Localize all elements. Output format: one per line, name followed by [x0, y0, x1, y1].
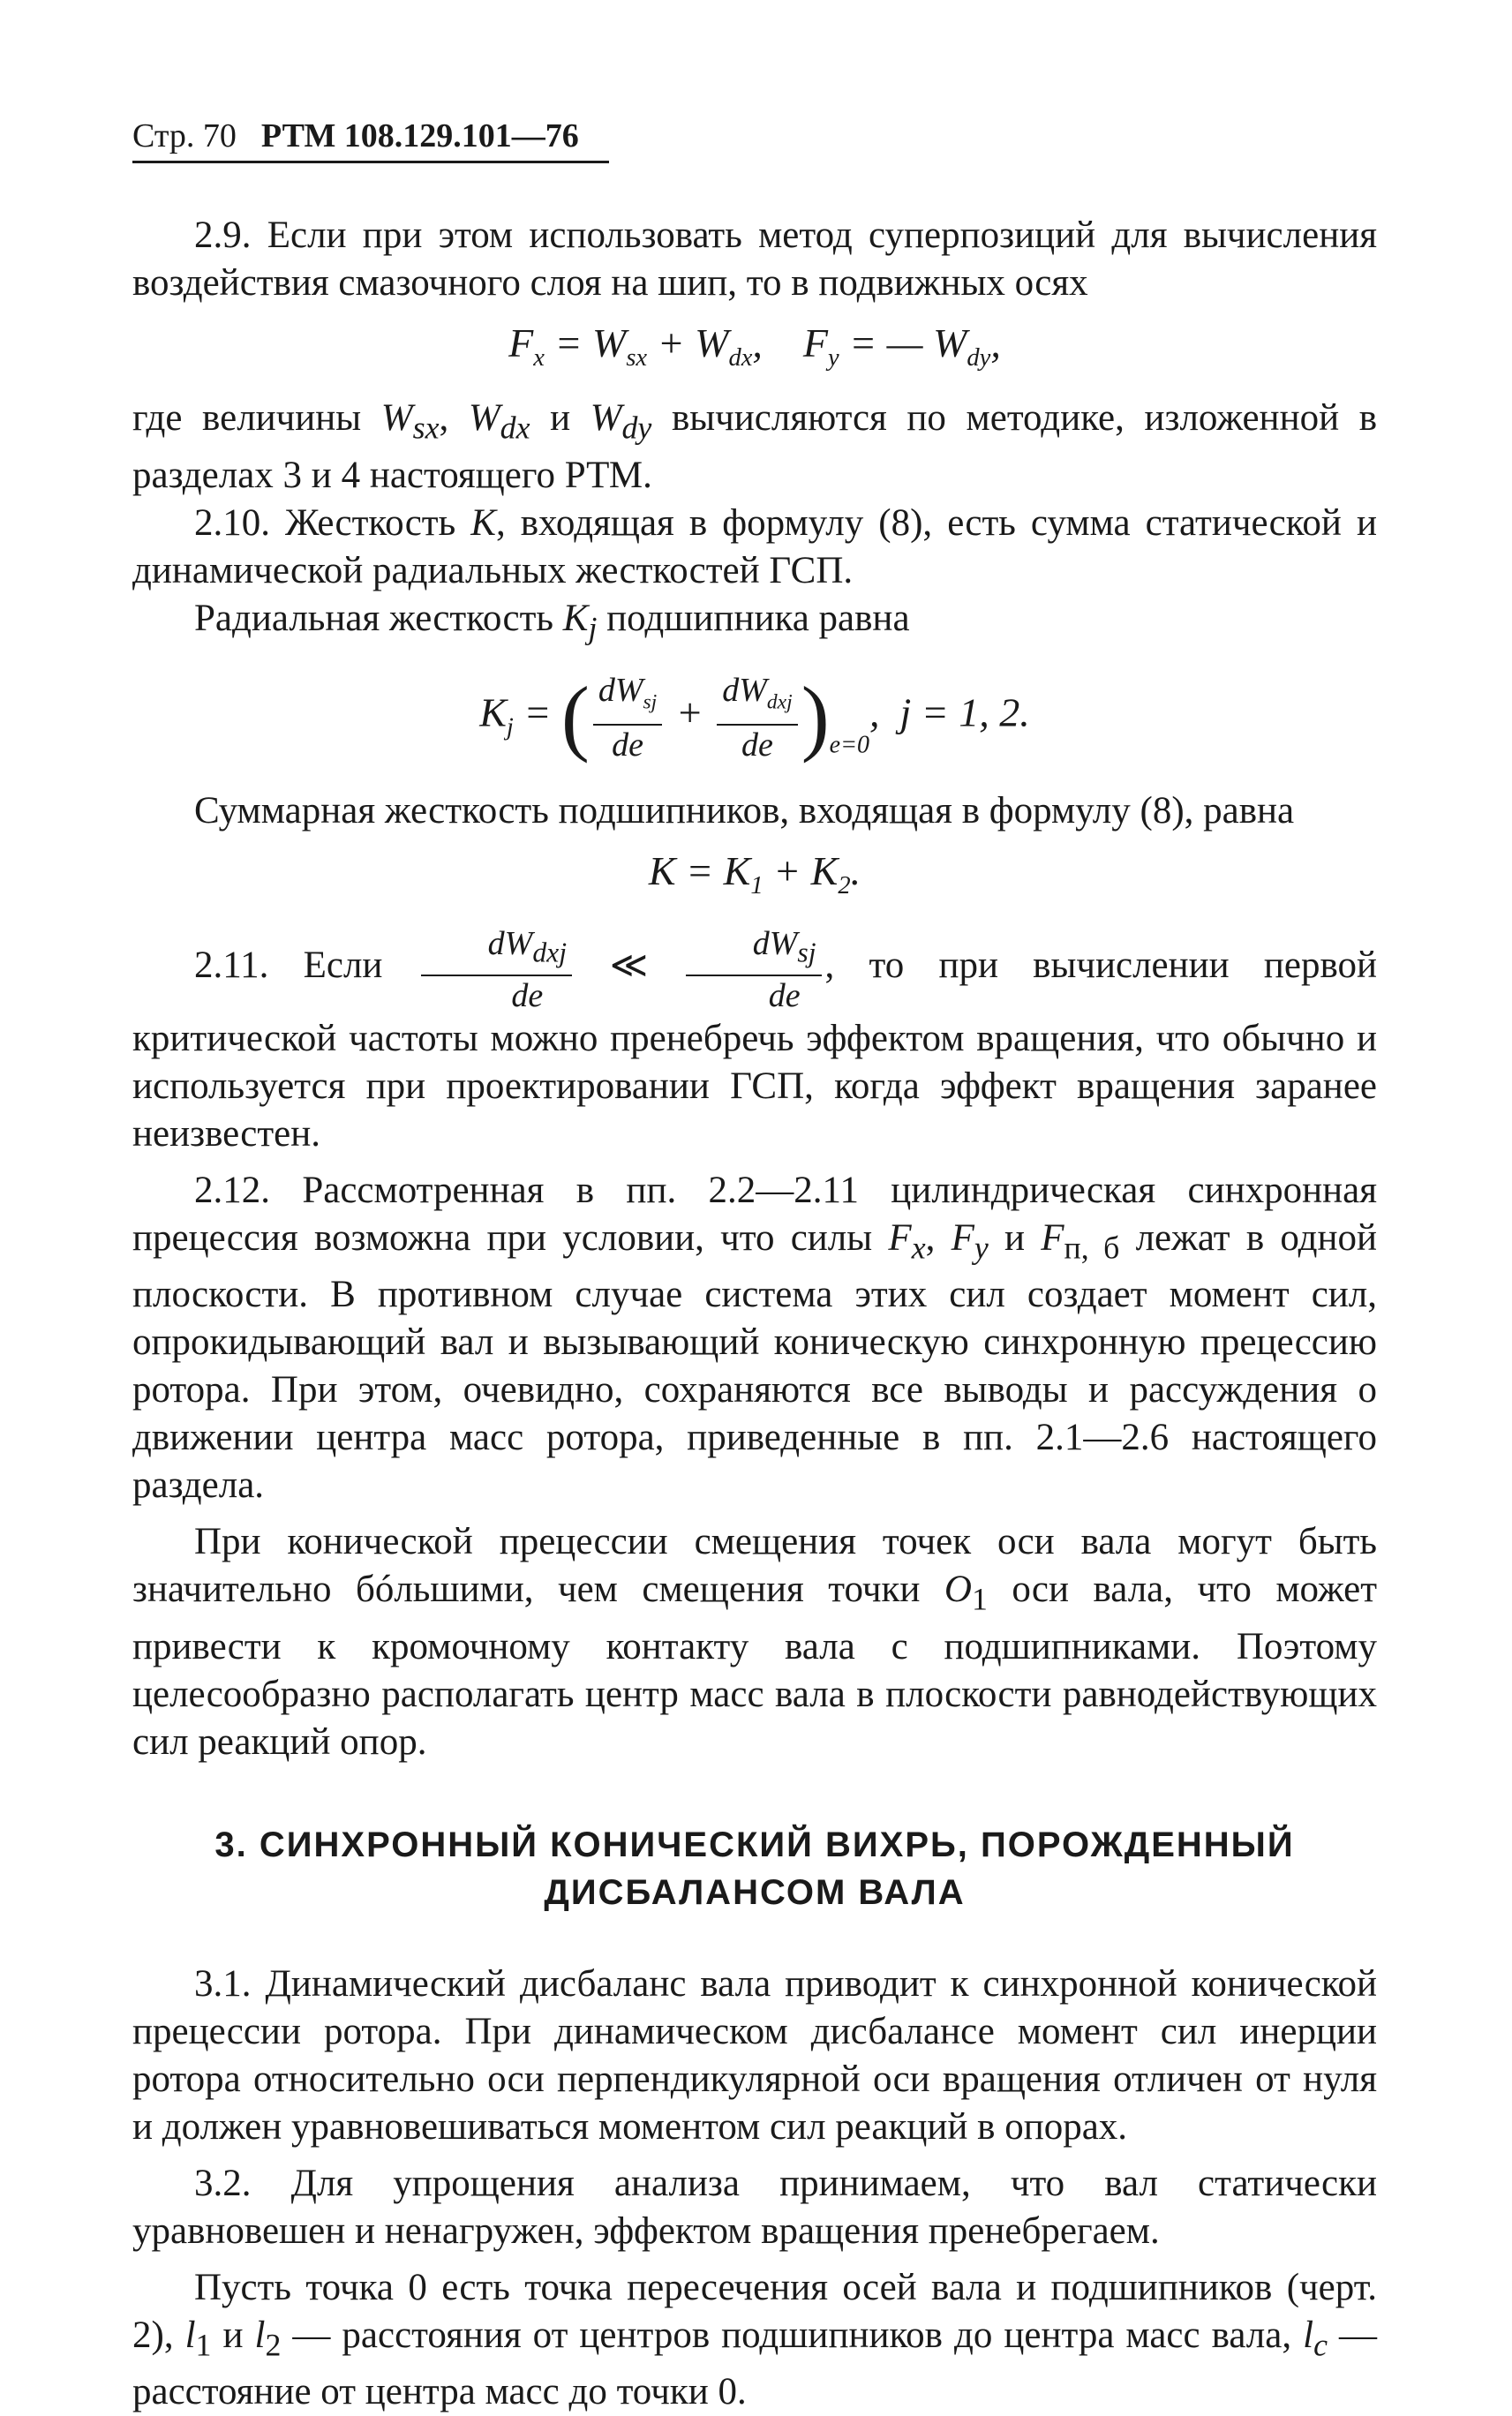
section-3-title: 3. СИНХРОННЫЙ КОНИЧЕСКИЙ ВИХРЬ, ПОРОЖДЕННЫЙ ДИСБАЛАНСОМ ВАЛА: [214, 1825, 1295, 1912]
fraction-dwdxj-de-inline: $\frac{dW_{dxj}}{de}$: [421, 922, 572, 1015]
paragraph-2-9-where: где величины $W_{sx}$, $W_{dx}$ и $W_{dy}$ вычисляются по методике, изложенной в разделах 3 и 4 настоящего РТМ.: [132, 397, 1377, 496]
paragraph-3-1: 3.1. Динамический дисбаланс вала приводит к синхронной конической прецессии ротора. При динамическом дисбалансе момент сил инерции ротора относительно оси перпендикулярной оси вращения отличен от нуля и должен уравновешиваться моментом сил реакций в опорах.: [132, 1962, 1377, 2148]
formula-kj: $K_j$ = ( $\frac{dW_{sj}}{de}$ + $\frac{dW_{dxj}}{de}$ )$_{e=0}$, j = 1, 2.: [479, 669, 1030, 764]
paragraph-2-12: 2.12. Рассмотренная в пп. 2.2—2.11 цилиндрическая синхронная прецессия возможна при условии, что силы $F_x$, $F_y$ и $F_{п, б}$ лежат в одной плоскости. В противном случае система этих сил создает момент сил, опрокидывающий вал и вызывающий коническую синхронную прецессию ротора. При этом, очевидно, сохраняются все выводы и рассуждения о движении центра масс ротора, приведенные в пп. 2.1—2.6 настоящего раздела.: [132, 1169, 1378, 1507]
paragraph-radial-stiffness: Радиальная жесткость $K_j$ подшипника равна: [194, 597, 910, 646]
fraction-dwsj-de-inline: $\frac{dW_{sj}}{de}$: [686, 922, 822, 1015]
paragraph-3-2-let: Пусть точка 0 есть точка пересечения осей вала и подшипников (черт. 2), $l_1$ и $l_2$ — расстояния от центров подшипников до центра масс вала, $l_c$ — расстояние от центра масс до точки 0.: [132, 2266, 1377, 2413]
paragraph-2-10: 2.10. Жесткость K, входящая в формулу (8), есть сумма статической и динамической радиальных жесткостей ГСП.: [132, 501, 1377, 591]
paragraph-conic-precession: При конической прецессии смещения точек оси вала могут быть значительно бóльшими, чем смещения точки $O_1$ оси вала, что может привести к кромочному контакту вала с подшипниками. Поэтому целесообразно располагать центр масс вала в плоскости равнодействующих сил реакций опор.: [132, 1521, 1377, 1763]
fraction-dwsj-de: $\frac{dW_{sj}}{de}$: [593, 669, 662, 764]
page-content: [132, 212, 1377, 2416]
paragraph-2-9: 2.9. Если при этом использовать метод суперпозиций для вычисления воздействия смазочного слоя на шип, то в подвижных осях: [132, 215, 1377, 304]
formula-k-sum: $K = K_1 + K_2$.: [648, 847, 861, 899]
page-header: [132, 117, 609, 163]
page-number: Стр. 70: [132, 117, 237, 154]
fraction-dwdxj-de: $\frac{dW_{dxj}}{de}$: [717, 669, 797, 764]
document-code: РТМ 108.129.101—76: [260, 117, 579, 154]
paragraph-3-2: 3.2. Для упрощения анализа принимаем, что вал статически уравновешен и ненагружен, эффектом вращения пренебрегаем.: [132, 2162, 1377, 2252]
paragraph-total-stiffness: Суммарная жесткость подшипников, входящая в формулу (8), равна: [194, 789, 1295, 832]
formula-fx-fy: $F_x = W_{sx} + W_{dx}$, $F_y$ = — $W_{dy}$,: [508, 320, 1001, 373]
paragraph-2-11: 2.11. Если $\frac{dW_{dxj}}{de}$ ≪ $\frac{dW_{sj}}{de}$ , то при вычислении первой критической частоты можно пренебречь эффектом вращения, что обычно и используется при проектировании ГСП, когда эффект вращения заранее неизвестен.: [132, 922, 1377, 1158]
